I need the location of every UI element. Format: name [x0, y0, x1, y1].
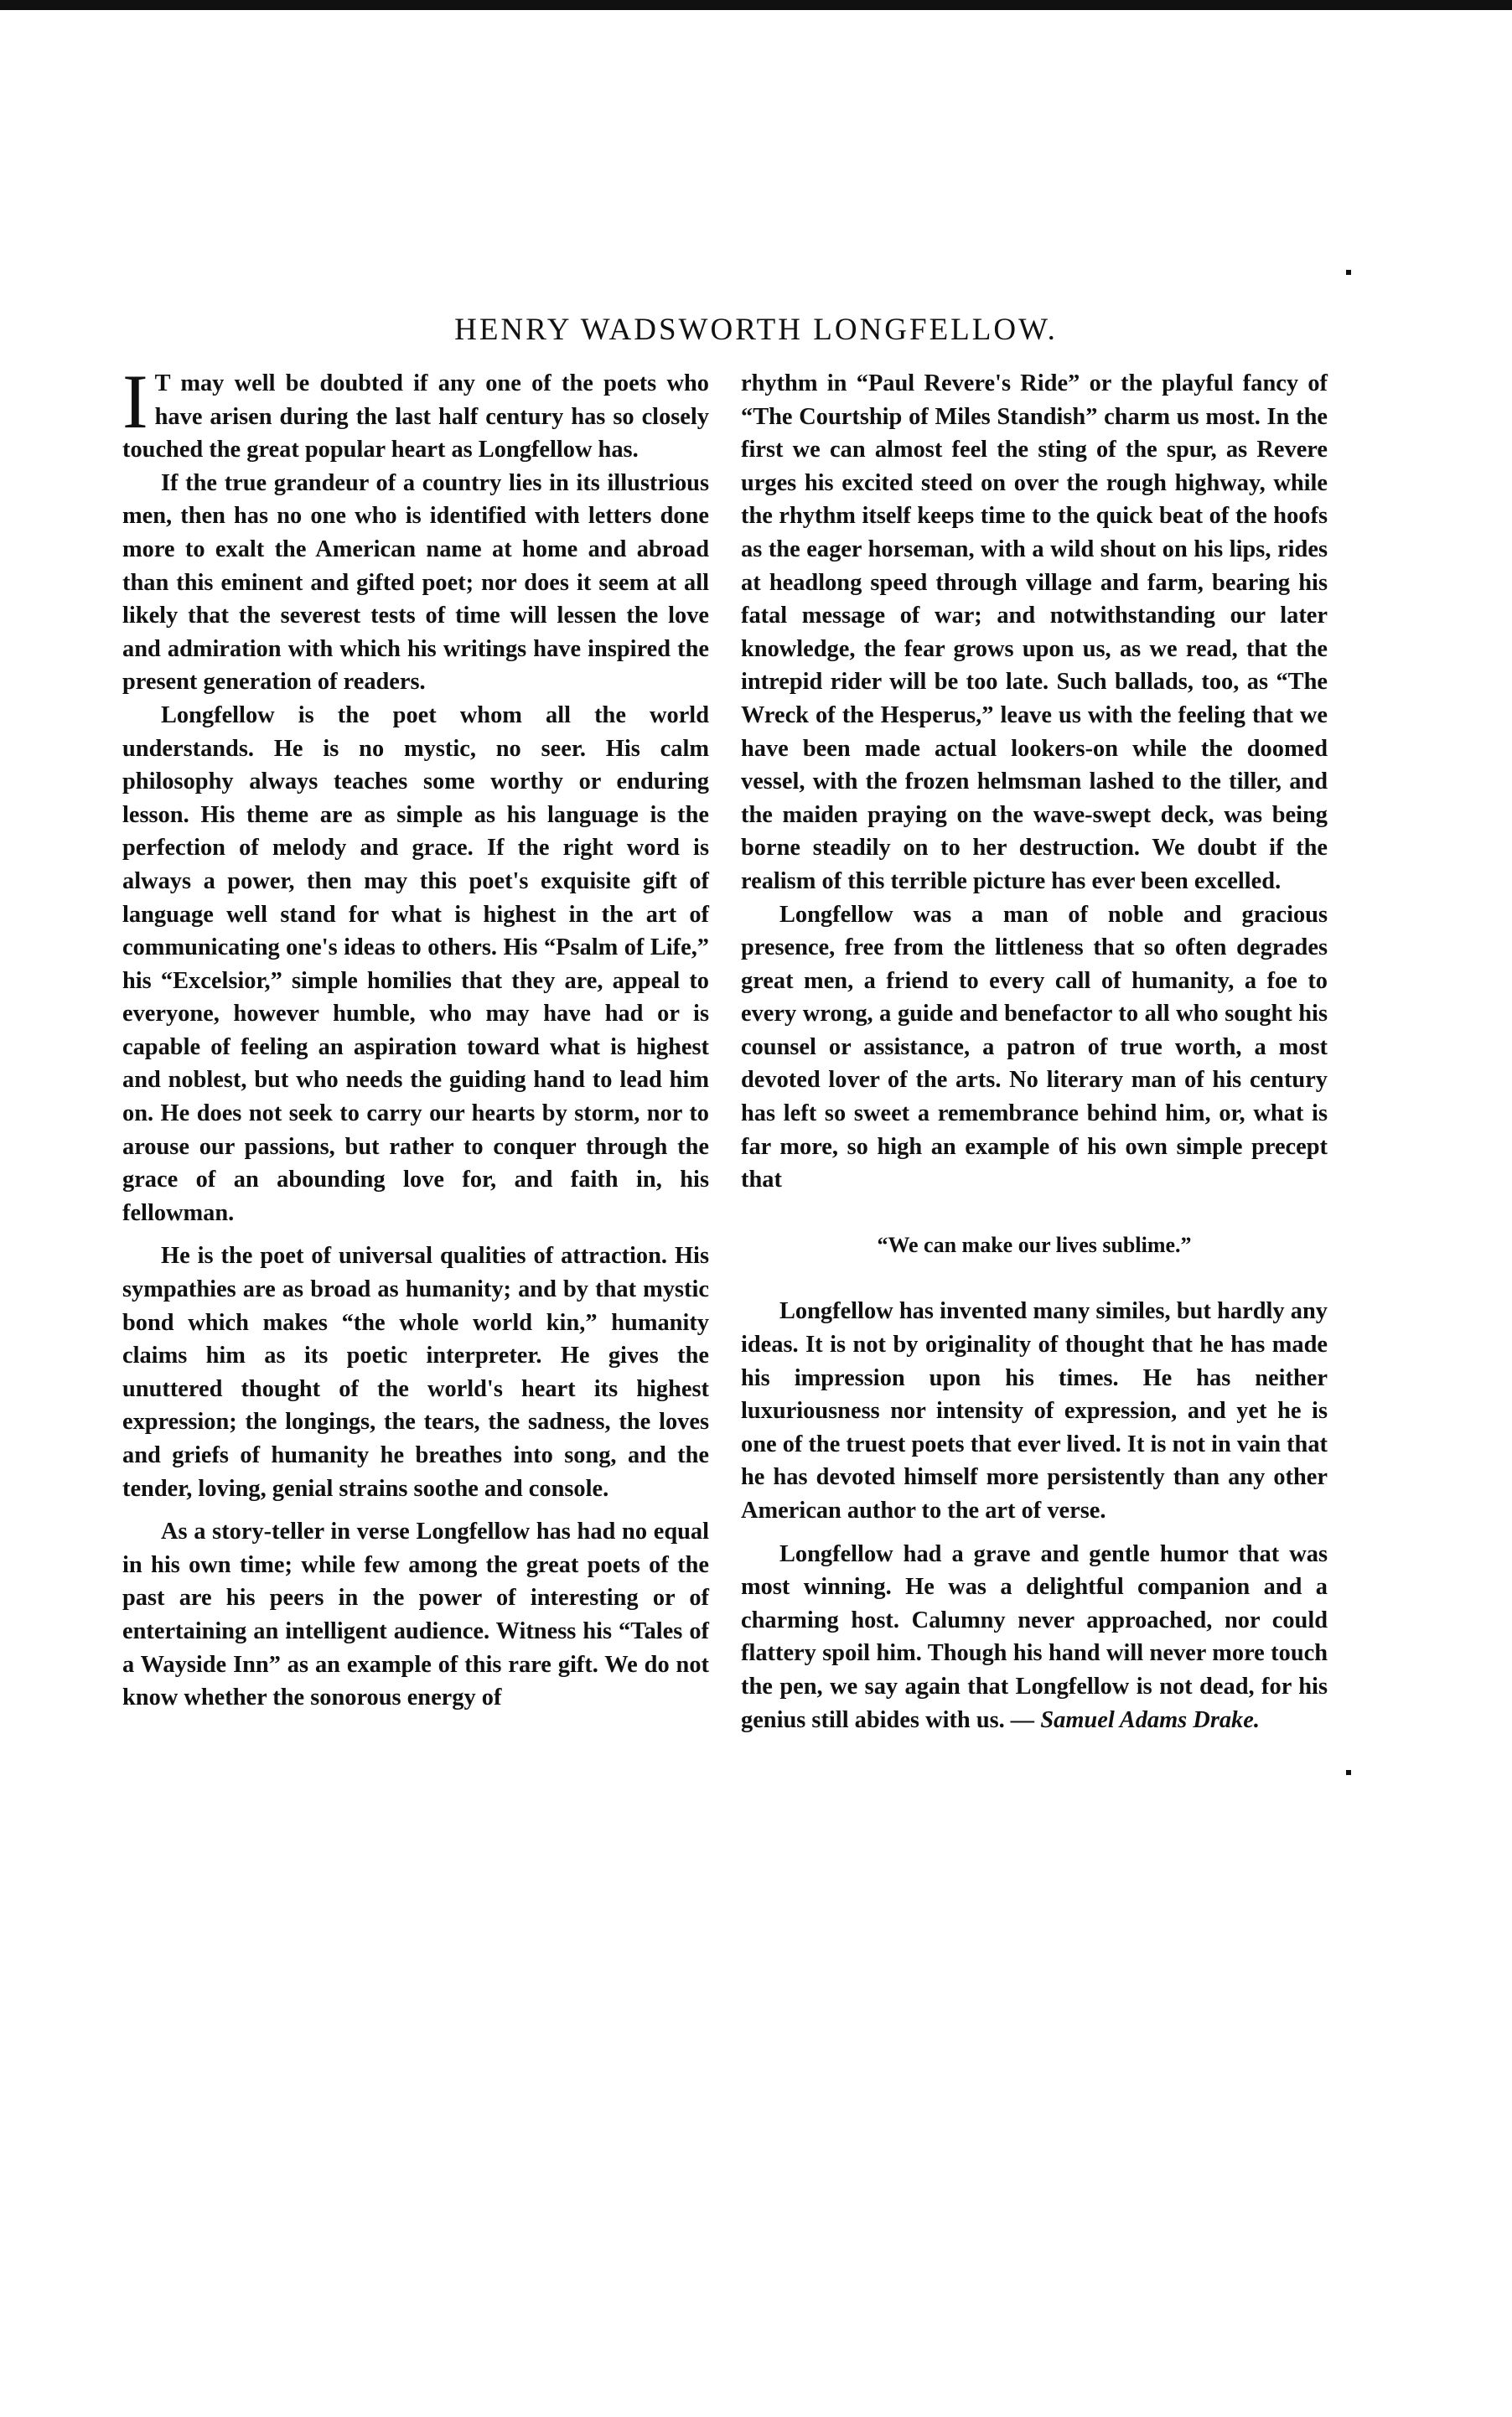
right-column: [741, 367, 1328, 1736]
paragraph: rhythm in “Paul Revere's Ride” or the playful fancy of “The Courtship of Miles Standish” charm us most. In the first we can almost feel the sting of the spur, as Revere urges his excited steed on over the rough highway, while the rhythm itself keeps time to the quick beat of the hoofs as the eager horseman, with a wild shout on his lips, rides at headlong speed through village and farm, bearing his fatal message of war; and notwithstanding our later knowledge, the fear grows upon us, as we read, that the intrepid rider will be too late. Such ballads, too, as “The Wreck of the Hesperus,” leave us with the feeling that we have been made actual lookers-on while the doomed vessel, with the frozen helmsman lashed to the tiller, and the maiden praying on the wave-swept deck, was being borne steadily on to her destruction. We doubt if the realism of this terrible picture has ever been excelled.: [741, 370, 1328, 894]
article-title: HENRY WADSWORTH LONGFELLOW.: [454, 313, 1058, 347]
paragraph: If the true grandeur of a country lies in its illustrious men, then has no one who is identified with letters done more to exalt the American name at home and abroad than this eminent and gifted poet; nor does it seem at all likely that the severest tests of time will lessen the love and admiration with which his writings have inspired the present generation of readers.: [122, 469, 709, 696]
left-column: [122, 359, 709, 1715]
margin-speck: [1346, 1770, 1351, 1775]
top-page-edge: [0, 0, 1512, 10]
paragraph: I T may well be doubted if any one of the poets who have arisen during the last half century has so closely touched the great popular heart as Longfellow has.: [122, 359, 709, 463]
paragraph: Longfellow is the poet whom all the world understands. He is no mystic, no seer. His calm philosophy always teaches some worthy or enduring lesson. His theme are as simple as his language is the perfection of melody and grace. If the right word is always a power, then may this poet's exquisite gift of language well stand for what is highest in the art of communicating one's ideas to others. His “Psalm of Life,” his “Excelsior,” simple homilies that they are, appeal to everyone, however humble, who may have had or is capable of feeling an aspiration toward what is highest and noblest, but who needs the guiding hand to lead him on. He does not seek to carry our hearts by storm, nor to arouse our passions, but rather to conquer through the grace of an abounding love for, and faith in, his fellowman.: [122, 701, 709, 1226]
paragraph: Longfellow had a grave and gentle humor that was most winning. He was a delightful companion and a charming host. Calumny never approached, nor could flattery spoil him. Though his hand will never more touch the pen, we say again that Longfellow is not dead, for his genius still abides with us. — Samuel Adams Drake.: [741, 1540, 1328, 1733]
margin-speck: [1346, 270, 1351, 275]
author-signature: — Samuel Adams Drake.: [1010, 1706, 1260, 1733]
drop-cap: I: [122, 359, 148, 444]
paragraph: Longfellow was a man of noble and gracious presence, free from the littleness that so often degrades great men, a friend to every call of humanity, a foe to every wrong, a guide and benefactor to all who sought his counsel or assistance, a patron of true worth, a most devoted lover of the arts. No literary man of his century has left so sweet a remembrance behind him, or, what is far more, so high an example of his own simple precept that: [741, 901, 1328, 1193]
quotation: “We can make our lives sublime.”: [877, 1232, 1192, 1257]
paragraph: He is the poet of universal qualities of attraction. His sympathies are as broad as humanity; and by that mystic bond which makes “the whole world kin,” humanity claims him as its poetic interpreter. He gives the unuttered thought of the world's heart its highest expression; the longings, the tears, the sadness, the loves and griefs of humanity he breathes into song, and the tender, loving, genial strains soothe and console.: [122, 1243, 709, 1502]
paragraph: As a story-teller in verse Longfellow has had no equal in his own time; while few among the great poets of the past are his peers in the power of interesting or of entertaining an intelligent audience. Witness his “Tales of a Wayside Inn” as an example of this rare gift. We do not know whether the sonorous energy of: [122, 1519, 709, 1711]
paragraph: Longfellow has invented many similes, but hardly any ideas. It is not by originality of thought that he has made his impression upon his times. He has neither luxuriousness nor intensity of expression, and yet he is one of the truest poets that ever lived. It is not in vain that he has devoted himself more persistently than any other American author to the art of verse.: [741, 1298, 1328, 1524]
